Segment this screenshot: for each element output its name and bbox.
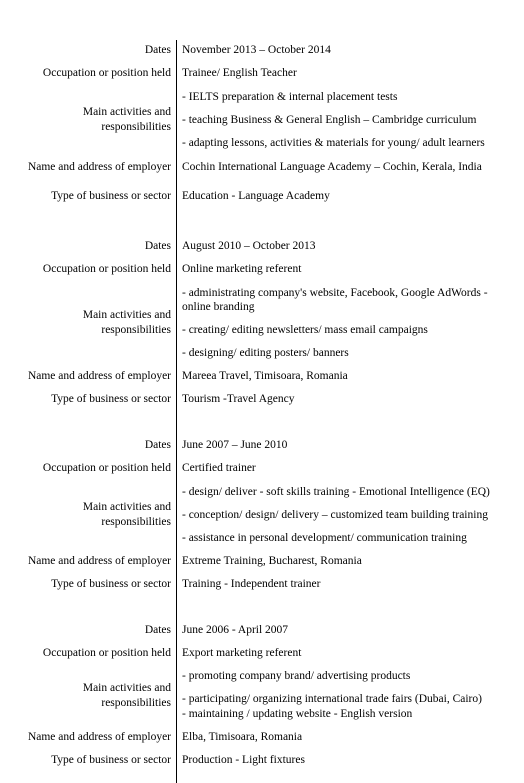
employer-value: Extreme Training, Bucharest, Romania [182,555,362,567]
activity-item: - conception/ design/ delivery – customized team building training [182,509,488,521]
employer-label: Name and address of employer [27,370,171,382]
sector-label: Type of business or sector [51,754,171,766]
employer-label: Name and address of employer [27,731,171,743]
activity-item: - administrating company's website, Facebook, Google AdWords - online branding [182,287,488,313]
sector-label: Type of business or sector [51,190,171,202]
activities-label [6,681,171,711]
activities-label-line2: responsibilities [101,697,171,709]
occupation-value: Online marketing referent [182,263,302,275]
activity-item: - adapting lessons, activities & materials for young/ adult learners [182,137,485,149]
dates-label: Dates [144,44,171,56]
activities-label [6,105,171,135]
activity-item: - promoting company brand/ advertising products [182,670,411,682]
employer-label: Name and address of employer [27,555,171,567]
sector-value: Tourism -Travel Agency [182,393,295,405]
dates-label: Dates [144,439,171,451]
dates-value: June 2007 – June 2010 [182,439,288,451]
activities-label-line1: Main activities and [82,501,171,513]
dates-label: Dates [144,240,171,252]
activities-label-line1: Main activities and [82,309,171,321]
occupation-value: Trainee/ English Teacher [182,67,297,79]
activities-label-line1: Main activities and [82,106,171,118]
sector-label: Type of business or sector [51,393,171,405]
occupation-value: Certified trainer [182,462,256,474]
column-divider [176,40,177,783]
activities-label-line2: responsibilities [101,121,171,133]
activity-item: - maintaining / updating website - English version [182,708,413,720]
sector-label: Type of business or sector [51,578,171,590]
dates-value: November 2013 – October 2014 [182,44,331,56]
sector-value: Education - Language Academy [182,190,330,202]
employer-value: Cochin International Language Academy – Cochin, Kerala, India [182,161,482,173]
activity-item: - IELTS preparation & internal placement tests [182,91,398,103]
activity-item: - participating/ organizing international trade fairs (Dubai, Cairo) [182,693,482,705]
sector-value: Training - Independent trainer [182,578,321,590]
activity-item: - teaching Business & General English – Cambridge curriculum [182,114,477,126]
occupation-label: Occupation or position held [42,462,171,474]
employer-label: Name and address of employer [27,161,171,173]
activities-label [6,308,171,338]
activities-label-line1: Main activities and [82,682,171,694]
sector-value: Production - Light fixtures [182,754,305,766]
activities-label-line2: responsibilities [101,324,171,336]
employer-value: Mareea Travel, Timisoara, Romania [182,370,348,382]
activities-label-line2: responsibilities [101,516,171,528]
occupation-label: Occupation or position held [42,67,171,79]
dates-value: June 2006 - April 2007 [182,624,289,636]
activity-item: - creating/ editing newsletters/ mass email campaigns [182,324,428,336]
activity-item: - assistance in personal development/ communication training [182,532,467,544]
occupation-label: Occupation or position held [42,263,171,275]
activity-item: - design/ deliver - soft skills training - Emotional Intelligence (EQ) [182,486,490,498]
dates-label: Dates [144,624,171,636]
occupation-label: Occupation or position held [42,647,171,659]
employer-value: Elba, Timisoara, Romania [182,731,303,743]
dates-value: August 2010 – October 2013 [182,240,316,252]
occupation-value: Export marketing referent [182,647,302,659]
activities-label [6,500,171,530]
activity-item: - designing/ editing posters/ banners [182,347,349,359]
